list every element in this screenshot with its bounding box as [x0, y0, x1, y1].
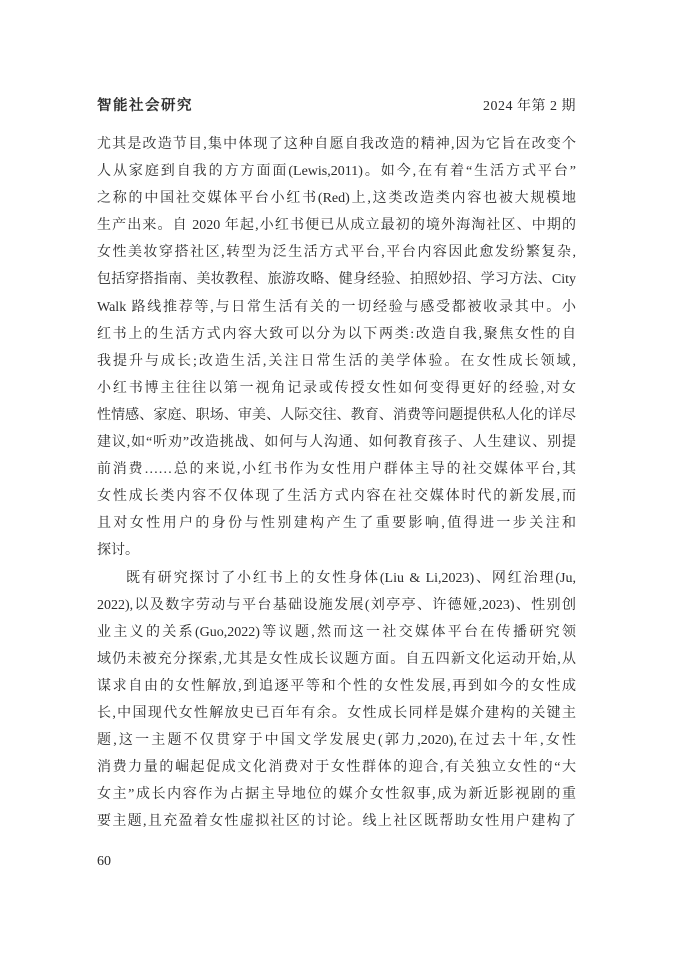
- journal-title: 智能社会研究: [97, 98, 193, 114]
- text-line: 既有研究探讨了小红书上的女性身体(Liu & Li,2023)、网红治理(Ju,: [126, 570, 576, 586]
- text-line: 之称的中国社交媒体平台小红书(Red)上,这类改造类内容也被大规模地: [97, 191, 576, 207]
- article-body: [97, 131, 576, 835]
- text-line: 题,这一主题不仅贯穿于中国文学发展史(郭力,2020),在过去十年,女性: [97, 733, 576, 749]
- text-line: 女性美妆穿搭社区,转型为泛生活方式平台,平台内容因此愈发纷繁复杂,: [97, 245, 576, 261]
- text-line: 消费力量的崛起促成文化消费对于女性群体的迎合,有关独立女性的“大: [97, 760, 576, 776]
- text-line: 业主义的关系(Guo,2022)等议题,然而这一社交媒体平台在传播研究领: [97, 624, 576, 640]
- text-line: 人从家庭到自我的方方面面(Lewis,2011)。如今,在有着“生活方式平台”: [97, 164, 576, 180]
- text-line: 女主”成长内容作为占据主导地位的媒介女性叙事,成为新近影视剧的重: [97, 787, 576, 803]
- text-line: Walk 路线推荐等,与日常生活有关的一切经验与感受都被收录其中。小: [97, 299, 576, 315]
- text-line: 长,中国现代女性解放史已百年有余。女性成长同样是媒介建构的关键主: [97, 705, 576, 721]
- text-line: 建议,如“听劝”改造挑战、如何与人沟通、如何教育孩子、人生建议、别提: [97, 435, 576, 451]
- text-line: 且对女性用户的身份与性别建构产生了重要影响,值得进一步关注和: [97, 516, 576, 532]
- text-line: 尤其是改造节目,集中体现了这种自愿自我改造的精神,因为它旨在改变个: [97, 137, 576, 152]
- text-line: 要主题,且充盈着女性虚拟社区的讨论。线上社区既帮助女性用户建构了: [97, 814, 576, 830]
- text-line: 谋求自由的女性解放,到追逐平等和个性的女性发展,再到如今的女性成: [97, 678, 576, 694]
- text-line: 小红书博主往往以第一视角记录或传授女性如何变得更好的经验,对女: [97, 380, 576, 396]
- page-number: 60: [97, 854, 111, 869]
- text-line: 生产出来。自 2020 年起,小红书便已从成立最初的境外海淘社区、中期的: [97, 218, 576, 234]
- text-line: 包括穿搭指南、美妆教程、旅游攻略、健身经验、拍照妙招、学习方法、City: [97, 272, 576, 288]
- issue-label: 2024 年第 2 期: [483, 99, 576, 114]
- text-line: 2022),以及数字劳动与平台基础设施发展(刘亭亭、许德娅,2023)、性别创: [97, 597, 576, 613]
- text-line: 红书上的生活方式内容大致可以分为以下两类:改造自我,聚焦女性的自: [97, 326, 576, 342]
- text-line: 前消费……总的来说,小红书作为女性用户群体主导的社交媒体平台,其: [97, 462, 576, 478]
- text-line: 我提升与成长;改造生活,关注日常生活的美学体验。在女性成长领域,: [97, 353, 576, 369]
- text-line: 性情感、家庭、职场、审美、人际交往、教育、消费等问题提供私人化的详尽: [97, 407, 576, 423]
- text-line: 探讨。: [97, 543, 139, 559]
- running-header: [97, 94, 576, 115]
- text-line: 域仍未被充分探索,尤其是女性成长议题方面。自五四新文化运动开始,从: [97, 651, 576, 667]
- text-line: 女性成长类内容不仅体现了生活方式内容在社交媒体时代的新发展,而: [97, 489, 576, 505]
